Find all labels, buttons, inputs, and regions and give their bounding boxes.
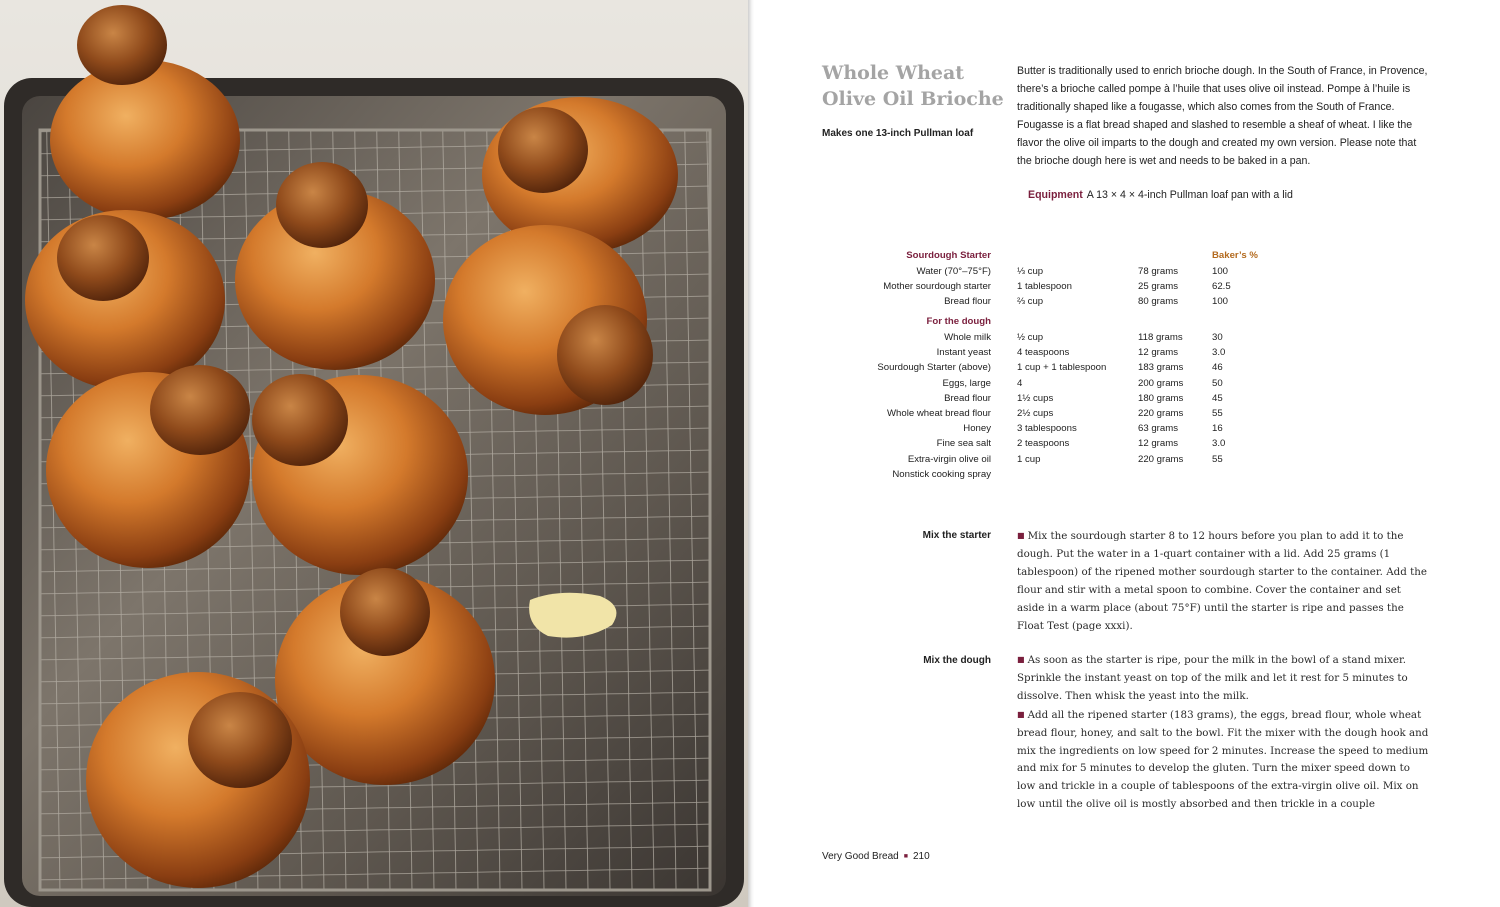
ingredient-weight: 180 grams (1138, 393, 1184, 404)
equipment-text: A 13 × 4 × 4-inch Pullman loaf pan with a lid (1086, 189, 1293, 201)
ingredient-volume: 2½ cups (1017, 408, 1054, 419)
ingredient-weight: 220 grams (1138, 408, 1184, 419)
bullet-icon: ■ (1017, 709, 1025, 719)
bullet-icon: ■ (903, 853, 908, 860)
ingredient-percent: 100 (1212, 266, 1229, 277)
ingredient-volume: ⅔ cup (1017, 296, 1044, 307)
ingredient-name: Extra-virgin olive oil (907, 454, 991, 465)
ingredient-name: Eggs, large (942, 378, 991, 389)
ingredient-name: Honey (963, 423, 991, 434)
ingredient-weight: 12 grams (1138, 347, 1178, 358)
ingredient-weight: 183 grams (1138, 362, 1184, 373)
ingredient-name: Bread flour (944, 393, 991, 404)
step-text-mix-dough: ■ As soon as the starter is ripe, pour the milk in the bowl of a stand mixer. Sprinkle the instant yeast on top of the milk and let it rest for 5 minutes to dissolve. Then whisk the yeast into the milk. ■ Add all the ripened starter (183 grams), the eggs, bread flour, whole wheat bread flour, honey, and salt to the bowl. Fit the mixer with the dough hook and mix the ingredients on low speed for 2 minutes. Increase the speed to medium and mix for 5 minutes to develop the gluten. Turn the mixer speed down to low and trickle in a couple of tablespoons of the extra-virgin olive oil. Mix on low until the olive oil is mostly absorbed and then trickle in a couple (1017, 654, 1429, 811)
brioche-bun (50, 5, 240, 220)
equipment-line (1028, 189, 1293, 201)
ingredient-name: Bread flour (944, 296, 991, 307)
ingredient-weight: 12 grams (1138, 438, 1178, 449)
recipe-yield: Makes one 13-inch Pullman loaf (822, 128, 974, 139)
ingredient-name: Mother sourdough starter (883, 281, 991, 292)
ingredient-weight: 200 grams (1138, 378, 1184, 389)
dough-heading: For the dough (926, 316, 991, 327)
ingredient-name: Nonstick cooking spray (892, 469, 991, 480)
ingredient-volume: 4 teaspoons (1017, 347, 1070, 358)
ingredient-percent: 16 (1212, 423, 1223, 434)
ingredient-weight: 63 grams (1138, 423, 1178, 434)
ingredient-volume: ½ cup (1017, 332, 1044, 343)
ingredient-name: Whole milk (944, 332, 991, 343)
brioche-illustration (0, 0, 748, 907)
step-label-mix-dough: Mix the dough (923, 655, 991, 666)
page-number: 210 (912, 851, 930, 862)
step-label-mix-starter: Mix the starter (922, 530, 991, 541)
ingredient-volume: 4 (1017, 378, 1023, 389)
ingredient-name: Sourdough Starter (above) (877, 362, 991, 373)
page-footer (822, 851, 930, 862)
ingredient-volume: 1 tablespoon (1017, 281, 1072, 292)
recipe-title: Whole Wheat Olive Oil Brioche (822, 62, 1004, 110)
ingredient-percent: 45 (1212, 393, 1223, 404)
ingredient-weight: 220 grams (1138, 454, 1184, 465)
ingredient-percent: 30 (1212, 332, 1223, 343)
recipe-intro: Butter is traditionally used to enrich brioche dough. In the South of France, in Provence, there’s a brioche called pompe à l’huile that uses olive oil instead. Pompe à l’huile is traditionally shaped like a fougasse, which also comes from the South of France. Fougasse is a flat bread shaped and slashed to resemble a sheaf of wheat. I like the flavor the olive oil imparts to the dough and created my own version. Please note that the brioche dough here is wet and needs to be baked in a pan. (1017, 65, 1428, 167)
book-spine (748, 0, 754, 907)
ingredient-volume: 1½ cups (1017, 393, 1054, 404)
bullet-icon: ■ (1017, 655, 1025, 664)
bullet-icon: ■ (1017, 531, 1025, 540)
starter-heading: Sourdough Starter (906, 250, 991, 261)
ingredient-percent: 55 (1212, 408, 1223, 419)
ingredient-percent: 3.0 (1212, 347, 1226, 358)
ingredient-percent: 55 (1212, 454, 1223, 465)
brioche-bun (252, 374, 468, 575)
brioche-bun (25, 210, 225, 390)
bakers-percent-heading: Baker’s % (1212, 250, 1258, 261)
brioche-bun (482, 97, 678, 253)
ingredient-volume: 1 cup (1017, 454, 1041, 465)
ingredient-volume: 2 teaspoons (1017, 438, 1070, 449)
brioche-photo (0, 0, 748, 907)
ingredient-weight: 78 grams (1138, 266, 1178, 277)
ingredient-volume: ⅓ cup (1017, 266, 1044, 277)
ingredient-volume: 1 cup + 1 tablespoon (1017, 362, 1107, 373)
ingredient-name: Instant yeast (936, 347, 991, 358)
ingredient-volume: 3 tablespoons (1017, 423, 1077, 434)
step-text-mix-starter: ■ Mix the sourdough starter 8 to 12 hours before you plan to add it to the dough. Put the water in a 1-quart container with a lid. Add 25 grams (1 tablespoon) of the ripened mother sourdough starter to the container. Add the flour and stir with a metal spoon to combine. Cover the container and set aside in a warm place (about 75°F) until the starter is ripe and passes the Float Test (page xxxi). (1017, 530, 1427, 632)
ingredient-percent: 62.5 (1212, 281, 1231, 292)
ingredient-weight: 118 grams (1138, 332, 1183, 343)
ingredient-percent: 3.0 (1212, 438, 1226, 449)
book-title: Very Good Bread (822, 851, 899, 862)
equipment-label: Equipment (1028, 189, 1083, 201)
ingredient-percent: 100 (1212, 296, 1229, 307)
ingredient-percent: 46 (1212, 362, 1223, 373)
ingredient-name: Water (70°–75°F) (916, 266, 991, 277)
ingredient-name: Fine sea salt (936, 438, 991, 449)
ingredient-weight: 80 grams (1138, 296, 1178, 307)
ingredient-percent: 50 (1212, 378, 1223, 389)
ingredient-weight: 25 grams (1138, 281, 1178, 292)
ingredient-name: Whole wheat bread flour (887, 408, 991, 419)
brioche-bun (86, 672, 310, 888)
